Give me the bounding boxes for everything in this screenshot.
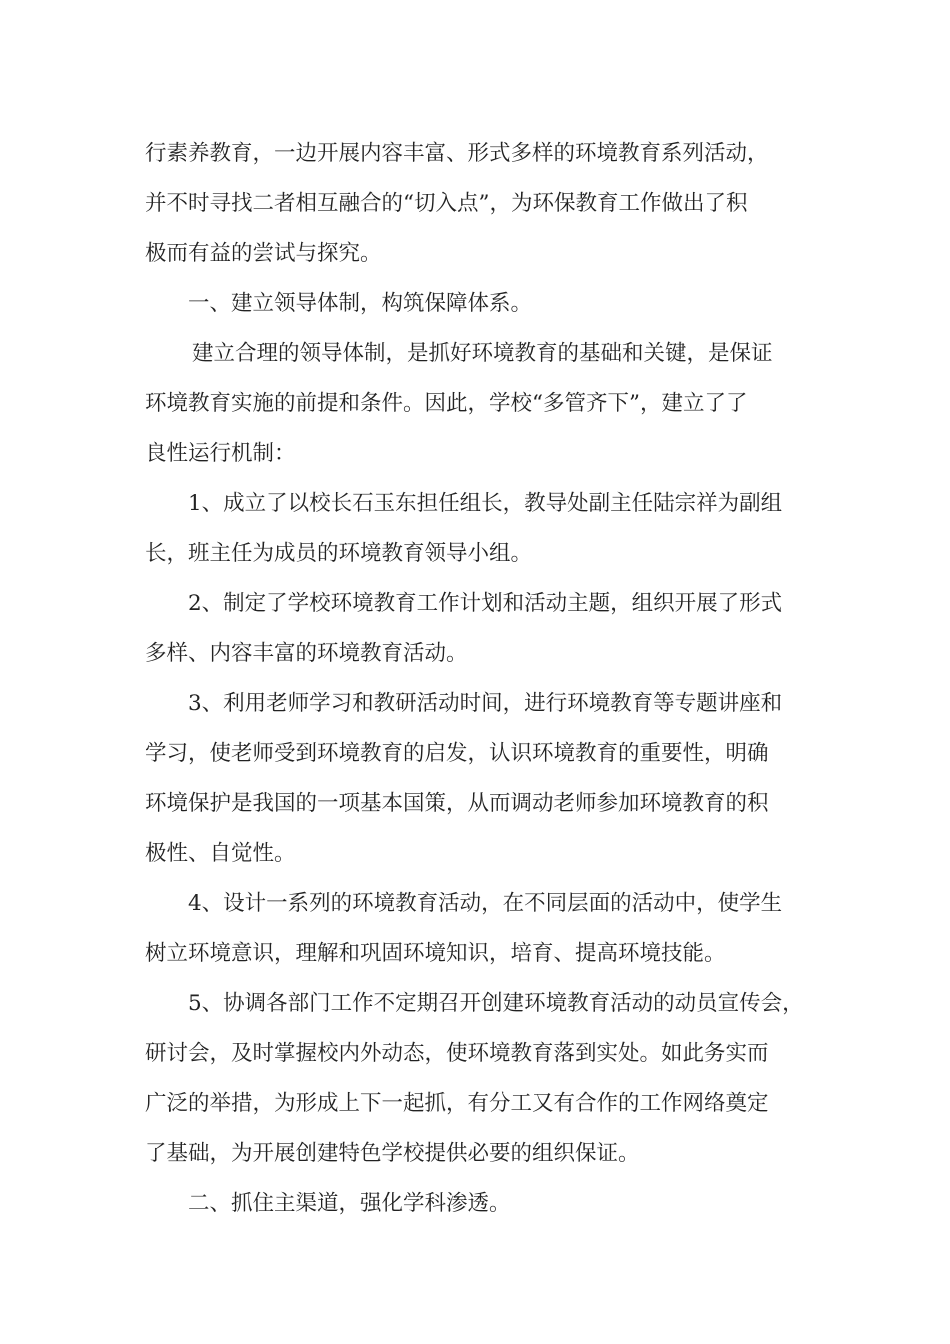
text-line: 学习，使老师受到环境教育的启发，认识环境教育的重要性，明确 — [145, 741, 769, 766]
list-item-1: 1、成立了以校长石玉东担任组长，教导处副主任陆宗祥为副组 — [188, 491, 783, 516]
list-item-5: 5、协调各部门工作不定期召开创建环境教育活动的动员宣传会， — [188, 991, 804, 1016]
text-line: 极而有益的尝试与探究。 — [145, 241, 382, 266]
section-heading-1: 一、建立领导体制，构筑保障体系。 — [188, 291, 533, 316]
text-line: 研讨会，及时掌握校内外动态，使环境教育落到实处。如此务实而 — [145, 1041, 769, 1066]
text-line: 树立环境意识，理解和巩固环境知识，培育、提高环境技能。 — [145, 941, 726, 966]
list-item-2: 2、制定了学校环境教育工作计划和活动主题，组织开展了形式 — [188, 591, 783, 616]
text-line: 多样、内容丰富的环境教育活动。 — [145, 641, 468, 666]
list-item-3: 3、利用老师学习和教研活动时间，进行环境教育等专题讲座和 — [188, 691, 783, 716]
text-line: 环境教育实施的前提和条件。因此，学校“多管齐下”，建立了了 — [145, 391, 748, 416]
text-line: 并不时寻找二者相互融合的“切入点”，为环保教育工作做出了积 — [145, 191, 748, 216]
text-line: 极性、自觉性。 — [145, 841, 296, 866]
document-body — [145, 129, 817, 1229]
text-line: 了基础，为开展创建特色学校提供必要的组织保证。 — [145, 1141, 640, 1166]
list-item-4: 4、设计一系列的环境教育活动，在不同层面的活动中，使学生 — [188, 891, 783, 916]
text-line: 广泛的举措，为形成上下一起抓，有分工又有合作的工作网络奠定 — [145, 1091, 769, 1116]
text-line: 行素养教育，一边开展内容丰富、形式多样的环境教育系列活动， — [145, 141, 769, 166]
section-heading-2: 二、抓住主渠道，强化学科渗透。 — [188, 1191, 511, 1216]
text-line: 环境保护是我国的一项基本国策，从而调动老师参加环境教育的积 — [145, 791, 769, 816]
text-line: 良性运行机制： — [145, 441, 296, 466]
text-line: 长，班主任为成员的环境教育领导小组。 — [145, 541, 533, 566]
text-line: 建立合理的领导体制，是抓好环境教育的基础和关键，是保证 — [192, 341, 773, 366]
